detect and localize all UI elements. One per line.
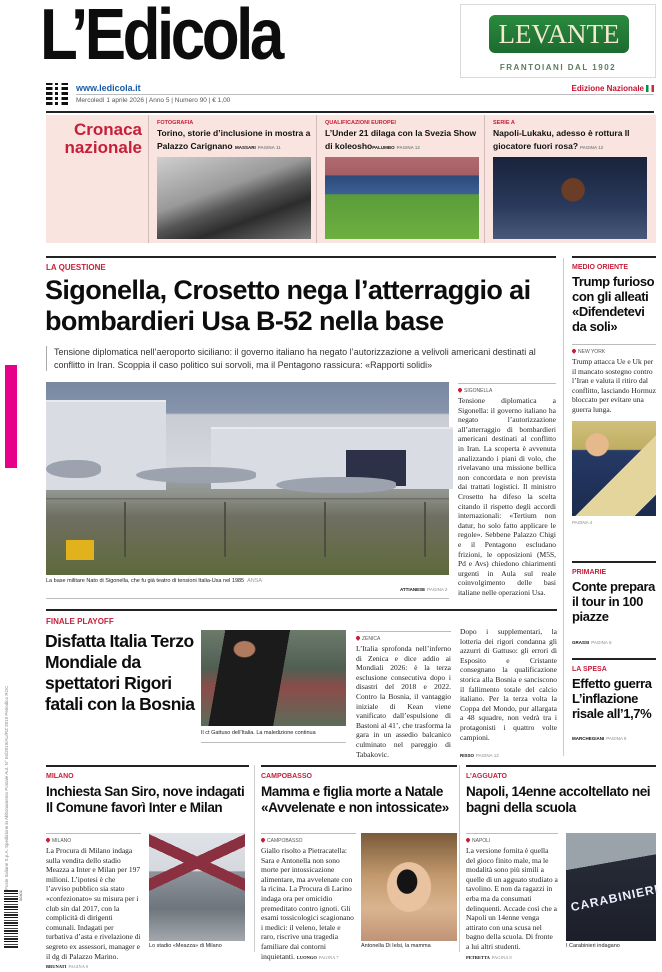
- story-kicker: L’AGGUATO: [466, 773, 507, 780]
- main-story-body: [458, 383, 556, 597]
- body-text: L’Italia sprofonda nell’inferno di Zenica e dice addio ai Mondiali 2026: è la terza esclusione consecutiva dopo i disastri del 2018 e 2022. Contro la Bosnia, il vantaggio iniziale di Kean viene vanificato dall’espulsione di Bastoni al 41’, che trasforma la gara in un assedio balcanico culminato nel pareggio di Tabakovic.: [356, 644, 451, 759]
- cronaca-nazionale-band: [46, 115, 656, 243]
- main-deck: Tensione diplomatica nell’aeroporto siciliano: il governo italiano ha negato l’autorizzazione a velivoli americani destinati al conflitto in Iran. Scoppia il caso politico sui sorvoli, ma il Pentagono rassicura: «Rapporti solidi»: [46, 346, 558, 371]
- story-napoli[interactable]: [466, 765, 661, 960]
- story-body: [466, 833, 558, 962]
- color-marker-bar: [5, 365, 17, 468]
- teaser-kicker: SERIE A: [493, 120, 515, 126]
- issue-date-line: Mercoledì 1 aprile 2026 | Anno 5 | Numero 90 | € 1,00: [76, 97, 231, 104]
- barcode-number: 00401: [18, 890, 23, 902]
- teaser-byline: PALUMBO: [372, 145, 395, 150]
- divider: [261, 833, 356, 834]
- main-photo-caption: [46, 578, 262, 584]
- divider: [201, 742, 346, 743]
- byline-author: RISSO: [460, 753, 475, 759]
- main-headline[interactable]: Sigonella, Crosetto nega l’atterraggio ai bombardieri Usa B-52 nella base: [45, 275, 531, 336]
- byline-author: GRASSI: [572, 640, 590, 645]
- sidebar-headline[interactable]: Effetto guerra L’inflazione risale all’1,7%: [572, 676, 652, 721]
- main-byline: [400, 578, 447, 596]
- body-text: Tensione diplomatica a Sigonella: il governo italiano ha negato l’autorizzazione all’atterraggio di bombardieri americani destinati al conflitto in Iran. La scoperta è avvenuta analizzando i piani di volo, che rivelavano una missione bellica non concordata e non prevista dai trattati logistici. Il ministro Crosetto ha difeso la scelta citando il rispetto degli accordi internazionali: «Tertium non datur, ho solo fatto applicare le regole». Sebbene Palazzo Chigi e il Pentagono escludano frizioni, le opposizioni (M5S, Pd e Avs) chiedono chiarimenti urgenti in Aula sul reale coinvolgimento delle basi italiane nelle operazioni Usa.: [458, 396, 556, 597]
- sidebar-byline: [572, 631, 656, 649]
- location-pin-label: CAMPOBASSO: [261, 838, 356, 844]
- location-pin-label: MILANO: [46, 838, 141, 844]
- body-text: Giallo risolto a Pietracatella: Sara e Antonella non sono morte per intossicazione alimentare, ma avvelenate con la ricina. La Procura di Larino indaga ora per omicidio premeditato contro ignoti. Gli esami tossicologici scagionano i medici: il veleno, letale e raro, riscrive una tragedia familiare dai contorni inquietanti.: [261, 846, 354, 961]
- italian-flag-icon: [646, 85, 654, 92]
- teaser-under21[interactable]: [316, 115, 484, 243]
- sidebar-headline[interactable]: Trump furioso con gli alleati «Difendetevi da soli»: [572, 274, 655, 334]
- teaser-title[interactable]: [325, 127, 485, 154]
- body-text: La Procura di Milano indaga sulla vendita dello stadio Meazza a Inter e Milan per 197 milioni. L’ipotesi è che l’avviso pubblico sia stato «confezionato» su misura per i club sin dal 2017, con la complicità di dirigenti comunali. Indagati per turbativa d’asta e rivelazione di segreto ex assessori, manager e il dg di Palazzo Marino.: [46, 846, 141, 961]
- playoff-byline: [460, 744, 557, 762]
- section-rule: [466, 765, 656, 767]
- photo-caption: I Carabinieri indagano: [566, 943, 620, 949]
- sidebar-kicker: PRIMARIE: [572, 569, 607, 576]
- edition-label: [572, 84, 654, 93]
- divider: [46, 833, 141, 834]
- teaser-title[interactable]: [493, 127, 653, 154]
- teaser-page: PAGINA 12: [580, 145, 604, 150]
- photo-aircraft: [136, 467, 256, 483]
- newspaper-title: L’Edicola: [40, 0, 281, 75]
- location-pin-label: ZENICA: [356, 636, 451, 642]
- edition-text: Edizione Nazionale: [571, 84, 644, 93]
- masthead-rule: [46, 111, 654, 113]
- teaser-headline[interactable]: L’Under 21 dilaga con la Svezia Show di koleosho: [325, 128, 477, 151]
- story-headline[interactable]: Mamma e figlia morte a Natale «Avvelenate e non intossicate»: [261, 784, 449, 815]
- story-san-siro[interactable]: [46, 765, 249, 970]
- body-text: La versione fornita è quella del gioco finito male, ma le modalità sono più simili a quelle di un agguato studiato a tavolino. E non da ragazzi in erba ma da consumati delinquenti. Accade così che a Napoli un 14enne venga attirato con una scusa nel bagno della scuola. Di fronte a lui altri studenti.: [466, 846, 558, 951]
- section-rule: [572, 658, 656, 660]
- teaser-byline: MASSARI: [234, 145, 256, 150]
- ad-brand-logo: LEVANTE: [489, 15, 629, 53]
- teaser-photo: [157, 157, 311, 239]
- ad-tagline: FRANTOIANI DAL 1902: [499, 63, 617, 72]
- page-ref: PAGINA 8: [491, 954, 512, 960]
- playoff-body-col2: [460, 627, 557, 762]
- page-ref: PAGINA 12: [476, 753, 499, 759]
- teaser-headline[interactable]: Torino, storie d’inclusione in mostra a Palazzo Carignano: [157, 128, 311, 151]
- advertisement[interactable]: [460, 4, 656, 78]
- teaser-lukaku[interactable]: [484, 115, 656, 243]
- website-link[interactable]: www.ledicola.it: [76, 83, 141, 93]
- section-rule: [46, 765, 249, 767]
- trump-photo: [572, 421, 656, 516]
- teaser-headline[interactable]: Napoli-Lukaku, adesso è rottura Il giocatore fuori rosa?: [493, 128, 630, 151]
- sidebar-primarie[interactable]: [572, 561, 656, 649]
- teaser-photo: [493, 157, 647, 239]
- column-divider: [459, 765, 460, 952]
- story-headline[interactable]: Inchiesta San Siro, nove indagati Il Comune favorì Inter e Milan: [46, 784, 245, 815]
- sidebar-headline[interactable]: Conte prepara il tour in 100 piazze: [572, 579, 655, 624]
- barcode: [4, 890, 18, 948]
- body-text: Trump attacca Ue e Uk per il mancato sostegno contro l’Iran e valuta il ritiro dal conflitto, lasciando Hormuz bloccato per evitare una guerra lunga.: [572, 357, 656, 414]
- photo-caption: Antonella Di Ielsi, la mamma: [361, 943, 431, 949]
- story-body: [46, 833, 141, 972]
- photo-warning-sign: [66, 540, 94, 560]
- body-text: Dopo i supplementari, la lotteria dei rigori condanna gli azzurri di Gattuso: gli errori di Esposito e Cristante consegnano la qualificazione storica alla Bosnia e sanciscono il fallimento totale del calcio italiano. Per la terza volta la Coppa del Mondo, pur allargata a 48 squadre, non vedrà tra i protagonisti i quattro volte campioni.: [460, 627, 557, 742]
- teaser-kicker: QUALIFICAZIONI EUROPEI: [325, 120, 396, 126]
- playoff-body-col1: [356, 631, 451, 759]
- page-ref: PAGINA 8: [68, 964, 89, 970]
- playoff-kicker: FINALE PLAYOFF: [46, 617, 114, 626]
- page-ref: PAGINA 9: [606, 736, 627, 741]
- photo-aircraft: [46, 460, 101, 478]
- divider: [458, 383, 556, 384]
- page-ref: PAGINA 4: [572, 519, 593, 525]
- sidebar-trump[interactable]: [572, 256, 656, 525]
- byline-author: PETRETTA: [466, 954, 490, 960]
- main-kicker: LA QUESTIONE: [46, 263, 106, 272]
- column-divider: [254, 765, 255, 952]
- playoff-headline[interactable]: Disfatta Italia Terzo Mondiale da spettatori Rigori fatali con la Bosnia: [45, 631, 195, 714]
- section-rule: [572, 256, 656, 258]
- teaser-fotografia[interactable]: [148, 115, 316, 243]
- section-label: Cronaca nazionale: [64, 120, 142, 157]
- column-divider: [563, 258, 564, 756]
- stadium-photo: [149, 833, 245, 941]
- page-ref: PAGINA 7: [318, 954, 339, 960]
- section-rule: [46, 609, 557, 611]
- sidebar-kicker: LA SPESA: [572, 666, 607, 673]
- photo-caption: Lo stadio «Meazza» di Milano: [149, 943, 222, 949]
- carabinieri-photo: [566, 833, 661, 941]
- location-pin-label: NEW YORK: [572, 349, 656, 355]
- postal-imprint: Poste Italiane S.p.A. Spedizione in Abbonamento Postale Aut. N° 04/2019/AU/RZ 2019 Periodico ROC: [4, 685, 9, 890]
- main-photo-sigonella: [46, 382, 449, 575]
- divider: [466, 833, 558, 834]
- sidebar-byline: [572, 727, 656, 745]
- byline-author: MARCHEGIANI: [572, 736, 605, 741]
- story-campobasso[interactable]: [261, 765, 457, 961]
- divider: [76, 94, 654, 95]
- divider: [46, 598, 449, 599]
- teaser-page: PAGINA 12: [396, 145, 420, 150]
- location-pin-label: SIGONELLA: [458, 388, 556, 394]
- teaser-title[interactable]: [157, 127, 317, 154]
- story-body: [261, 833, 356, 962]
- teaser-photo: [325, 157, 479, 239]
- sidebar-spesa[interactable]: [572, 658, 656, 745]
- photo-agency: ANSA: [247, 578, 263, 584]
- gattuso-photo-caption: Il ct Gattuso dell’Italia. La maledizione continua: [201, 730, 316, 736]
- story-headline[interactable]: Napoli, 14enne accoltellato nei bagni della scuola: [466, 784, 651, 815]
- page-ref: PAGINA 2: [427, 587, 448, 592]
- gattuso-photo: [201, 630, 346, 726]
- byline-author: BRUNATI: [46, 964, 67, 970]
- story-kicker: MILANO: [46, 773, 74, 780]
- qr-code-icon[interactable]: [46, 83, 68, 105]
- caption-text: La base militare Nato di Sigonella, che fu già teatro di tensioni Italia-Usa nel 1985: [46, 578, 245, 584]
- location-pin-label: NAPOLI: [466, 838, 558, 844]
- photo-fence: [46, 502, 449, 557]
- story-kicker: CAMPOBASSO: [261, 773, 312, 780]
- antonella-photo: [361, 833, 457, 941]
- photo-car-lettering: CARABINIERI: [569, 881, 661, 915]
- teaser-page: PAGINA 11: [257, 145, 281, 150]
- page-ref: PAGINA 6: [591, 640, 612, 645]
- divider: [572, 344, 656, 345]
- sidebar-kicker: MEDIO ORIENTE: [572, 264, 629, 271]
- byline-author: ATTIANESE: [400, 587, 426, 592]
- teaser-kicker: FOTOGRAFIA: [157, 120, 194, 126]
- byline-author: LUONGO: [296, 954, 317, 960]
- section-rule: [46, 256, 556, 258]
- divider: [356, 631, 451, 632]
- section-rule: [261, 765, 457, 767]
- photo-aircraft: [276, 477, 396, 493]
- section-rule: [572, 561, 656, 563]
